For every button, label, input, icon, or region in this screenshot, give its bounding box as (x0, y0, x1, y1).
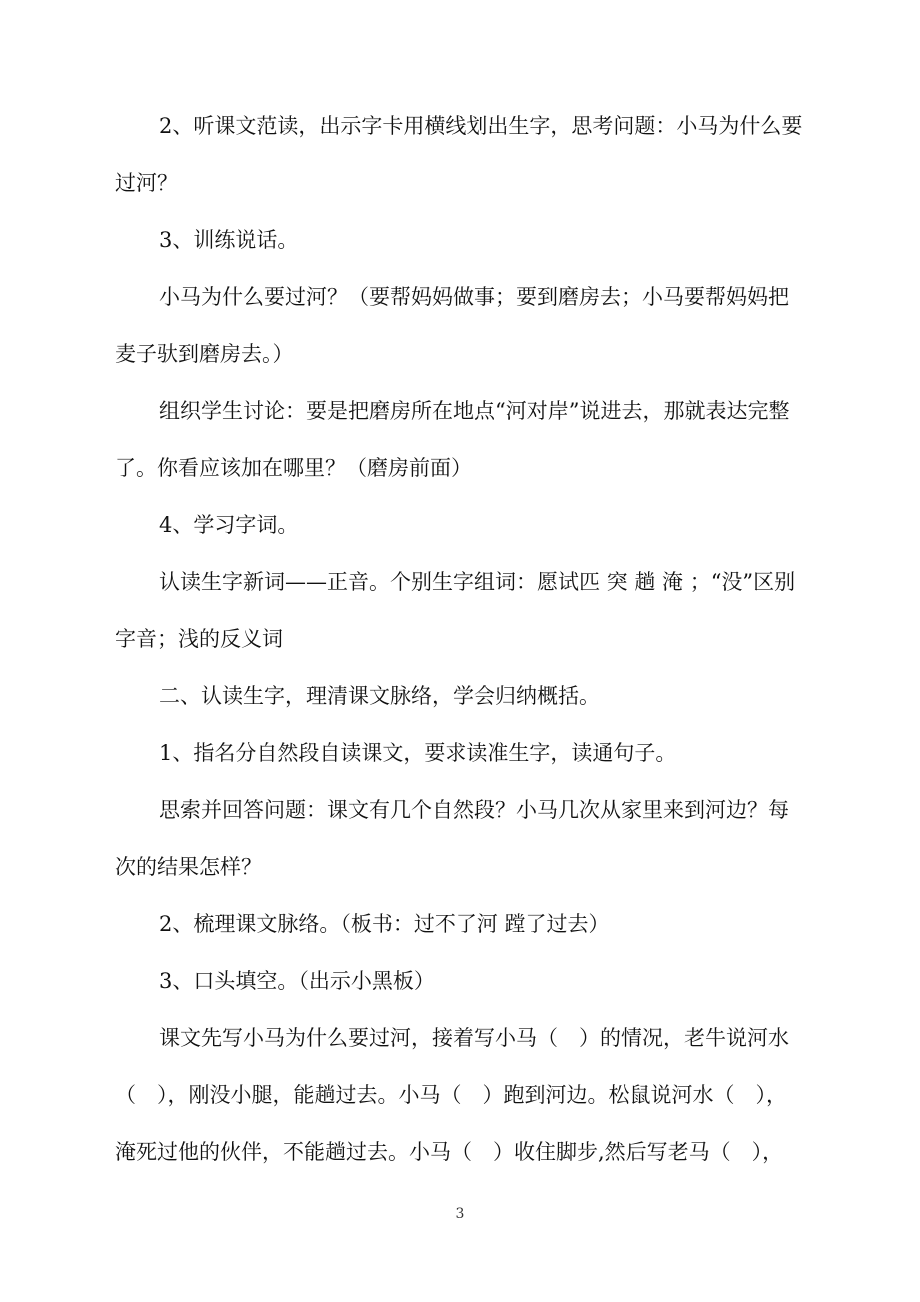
document-body (115, 98, 805, 1181)
paragraph-outline-text: 2、梳理课文脉络。（板书：过不了河 蹚了过去） (159, 912, 610, 936)
paragraph-why-cross-river: 小马为什么要过河？（要帮妈妈做事；要到磨房去；小马要帮妈妈把麦子驮到磨房去。） (115, 285, 789, 366)
paragraph-listen-reading: 2、听课文范读，出示字卡用横线划出生字，思考问题：小马为什么要过河？ (115, 114, 803, 195)
paragraph-section-two-heading: 二、认读生字，理清课文脉络，学会归纳概括。 (159, 684, 600, 708)
paragraph-group-discussion: 组织学生讨论：要是把磨房所在地点“河对岸”说进去，那就表达完整了。你看应该加在哪里？（磨房前面） (115, 399, 790, 480)
paragraph-speaking-practice: 3、训练说话。 (159, 228, 299, 252)
paragraph-fill-in-exercise: 课文先写小马为什么要过河，接着写小马（ ）的情况，老牛说河水（ ），刚没小腿，能趟过去。小马（ ）跑到河边。松鼠说河水（ ），淹死过他的伙伴，不能趟过去。小马（ ）收住脚步,然后写老马（ ）， (115, 1026, 789, 1164)
paragraph-oral-fill-in: 3、口头填空。（出示小黑板） (159, 969, 435, 993)
paragraph-read-new-words: 认读生字新词——正音。个别生字组词：愿试匹 突 趟 淹 ；“没”区别字音；浅的反义词 (115, 570, 796, 651)
paragraph-learn-words: 4、学习字词。 (159, 513, 299, 537)
paragraph-think-and-answer: 思索并回答问题：课文有几个自然段？小马几次从家里来到河边？每次的结果怎样？ (115, 798, 789, 879)
page-number: 3 (455, 1206, 465, 1222)
paragraph-read-by-section: 1、指名分自然段自读课文，要求读准生字，读通句子。 (159, 741, 677, 765)
